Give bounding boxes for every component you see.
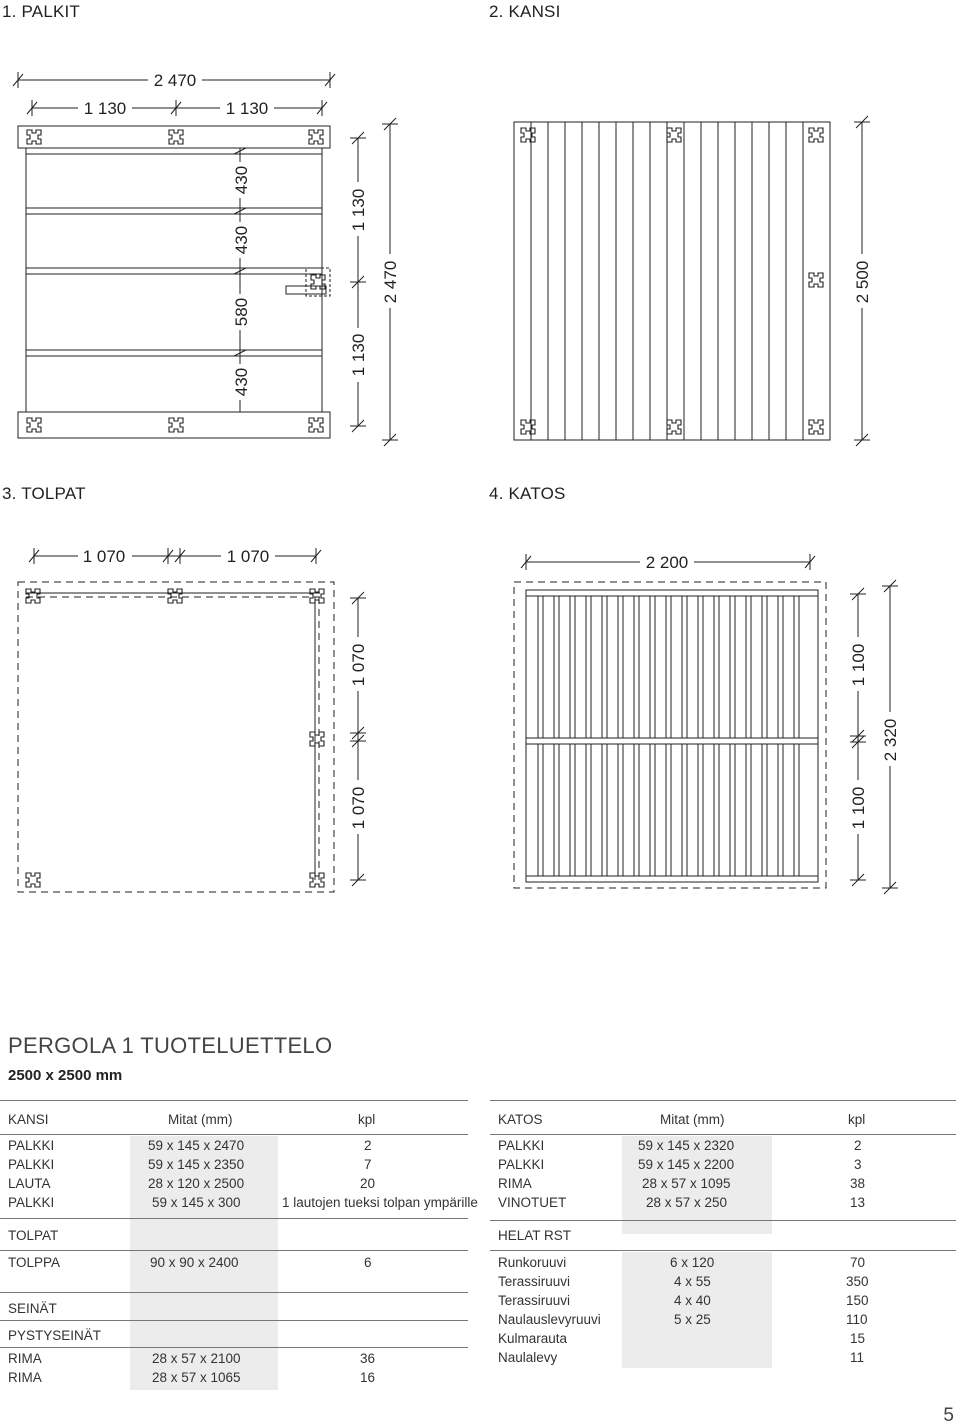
section-seinat-heading: SEINÄT (8, 1301, 57, 1316)
row-qty: 15 (850, 1331, 866, 1346)
catalog-title: PERGOLA 1 TUOTELUETTELO (8, 1033, 333, 1058)
dim-palkit-inner-b: 580 (232, 297, 251, 327)
row-qty: 7 (364, 1157, 372, 1172)
table-row (0, 1368, 468, 1387)
dim-palkit-inner-d: 430 (232, 165, 251, 195)
row-qty: 16 (360, 1370, 376, 1385)
row-qty: 2 (854, 1138, 862, 1153)
table-row (0, 1155, 468, 1174)
row-name: Terassiruuvi (498, 1293, 571, 1308)
section-tolpat-heading: TOLPAT (8, 1228, 59, 1243)
dim-palkit-total-width: 2 470 (153, 71, 197, 90)
row-dims: 59 x 145 x 2470 (148, 1138, 245, 1153)
row-dims: 5 x 25 (674, 1312, 711, 1327)
table-row (490, 1329, 956, 1348)
row-name: VINOTUET (498, 1195, 567, 1210)
row-dims: 28 x 57 x 250 (646, 1195, 728, 1210)
dim-palkit-half-width-b: 1 130 (225, 99, 269, 118)
header-qty: kpl (848, 1112, 866, 1127)
row-qty: 2 (364, 1138, 372, 1153)
header-name: KATOS (498, 1112, 543, 1127)
dim-katos-right-a: 1 100 (849, 643, 868, 687)
catalog-subtitle: 2500 x 2500 mm (8, 1067, 123, 1084)
row-name: Runkoruuvi (498, 1255, 567, 1270)
page-number: 5 (943, 1405, 954, 1426)
row-qty: 3 (854, 1157, 862, 1172)
row-name: PALKKI (8, 1157, 55, 1172)
row-name: Kulmarauta (498, 1331, 568, 1346)
table-header (0, 1110, 468, 1129)
left-parts-table (0, 1100, 478, 1400)
row-dims: 28 x 57 x 1065 (152, 1370, 241, 1385)
right-parts-table (490, 1100, 958, 1380)
dim-katos-right-b: 1 100 (849, 786, 868, 830)
table-row (490, 1155, 956, 1174)
row-name: Naulauslevyruuvi (498, 1312, 601, 1327)
row-name: RIMA (498, 1176, 532, 1191)
row-qty: 38 (850, 1176, 866, 1191)
table-row (490, 1174, 956, 1193)
table-row (0, 1349, 468, 1368)
row-dims: 4 x 55 (674, 1274, 711, 1289)
kansi-drawing (514, 116, 870, 446)
row-name: LAUTA (8, 1176, 51, 1191)
row-qty: 13 (850, 1195, 866, 1210)
row-qty: 150 (846, 1293, 869, 1308)
table-row (490, 1272, 956, 1291)
section-title-kansi: 2. KANSI (489, 2, 561, 21)
palkit-drawing (13, 72, 398, 446)
row-qty: 20 (360, 1176, 376, 1191)
row-qty: 110 (846, 1312, 868, 1327)
row-dims: 4 x 40 (674, 1293, 711, 1308)
row-qty: 70 (850, 1255, 866, 1270)
row-name: TOLPPA (8, 1255, 61, 1270)
table-row (490, 1310, 956, 1329)
table-row (490, 1291, 956, 1310)
dim-palkit-half-width-a: 1 130 (83, 99, 127, 118)
section-helat-heading: HELAT RST (498, 1228, 572, 1243)
row-name: PALKKI (498, 1157, 545, 1172)
row-qty: 36 (360, 1351, 376, 1366)
row-dims: 59 x 145 x 2200 (638, 1157, 735, 1172)
row-name: PALKKI (498, 1138, 545, 1153)
table-row (0, 1193, 478, 1212)
table-row (490, 1193, 956, 1212)
row-qty: 1 lautojen tueksi tolpan ympärille (282, 1195, 478, 1210)
row-name: PALKKI (8, 1138, 55, 1153)
dim-tolpat-top-b: 1 070 (226, 547, 270, 566)
table-row (490, 1136, 956, 1155)
row-dims: 28 x 120 x 2500 (148, 1176, 245, 1191)
dim-tolpat-right-b: 1 070 (349, 786, 368, 830)
table-row (0, 1174, 468, 1193)
row-dims: 59 x 145 x 2350 (148, 1157, 245, 1172)
table-row (0, 1136, 468, 1155)
dim-kansi-right-total: 2 500 (853, 260, 872, 304)
header-dims: Mitat (mm) (660, 1112, 725, 1127)
dim-tolpat-top-a: 1 070 (82, 547, 126, 566)
row-dims: 59 x 145 x 2320 (638, 1138, 735, 1153)
table-row (490, 1348, 956, 1367)
row-dims: 28 x 57 x 1095 (642, 1176, 731, 1191)
dim-palkit-right-a: 1 130 (349, 333, 368, 377)
dim-katos-right-total: 2 320 (881, 718, 900, 762)
row-dims: 6 x 120 (670, 1255, 715, 1270)
section-pystyseinat-heading: PYSTYSEINÄT (8, 1328, 102, 1343)
dim-palkit-right-b: 1 130 (349, 188, 368, 232)
table-row (490, 1253, 956, 1272)
tolpat-drawing (18, 548, 366, 892)
section-title-tolpat: 3. TOLPAT (2, 484, 86, 503)
header-dims: Mitat (mm) (168, 1112, 233, 1127)
dim-palkit-inner-a: 430 (232, 367, 251, 397)
dim-palkit-right-total: 2 470 (381, 260, 400, 304)
table-header (490, 1110, 956, 1129)
row-dims: 59 x 145 x 300 (152, 1195, 241, 1210)
dim-tolpat-right-a: 1 070 (349, 643, 368, 687)
row-name: PALKKI (8, 1195, 55, 1210)
row-name: Naulalevy (498, 1350, 558, 1365)
katos-drawing (514, 554, 898, 894)
section-title-katos: 4. KATOS (489, 484, 566, 503)
row-name: RIMA (8, 1370, 42, 1385)
table-row (0, 1253, 468, 1272)
row-dims: 90 x 90 x 2400 (150, 1255, 239, 1270)
section-title-palkit: 1. PALKIT (2, 2, 81, 21)
row-qty: 11 (850, 1350, 865, 1365)
row-qty: 350 (846, 1274, 869, 1289)
header-qty: kpl (358, 1112, 376, 1127)
dim-palkit-inner-c: 430 (232, 225, 251, 255)
dim-katos-top-total: 2 200 (645, 553, 689, 572)
row-qty: 6 (364, 1255, 372, 1270)
row-dims: 28 x 57 x 2100 (152, 1351, 241, 1366)
header-name: KANSI (8, 1112, 49, 1127)
row-name: RIMA (8, 1351, 42, 1366)
row-name: Terassiruuvi (498, 1274, 571, 1289)
